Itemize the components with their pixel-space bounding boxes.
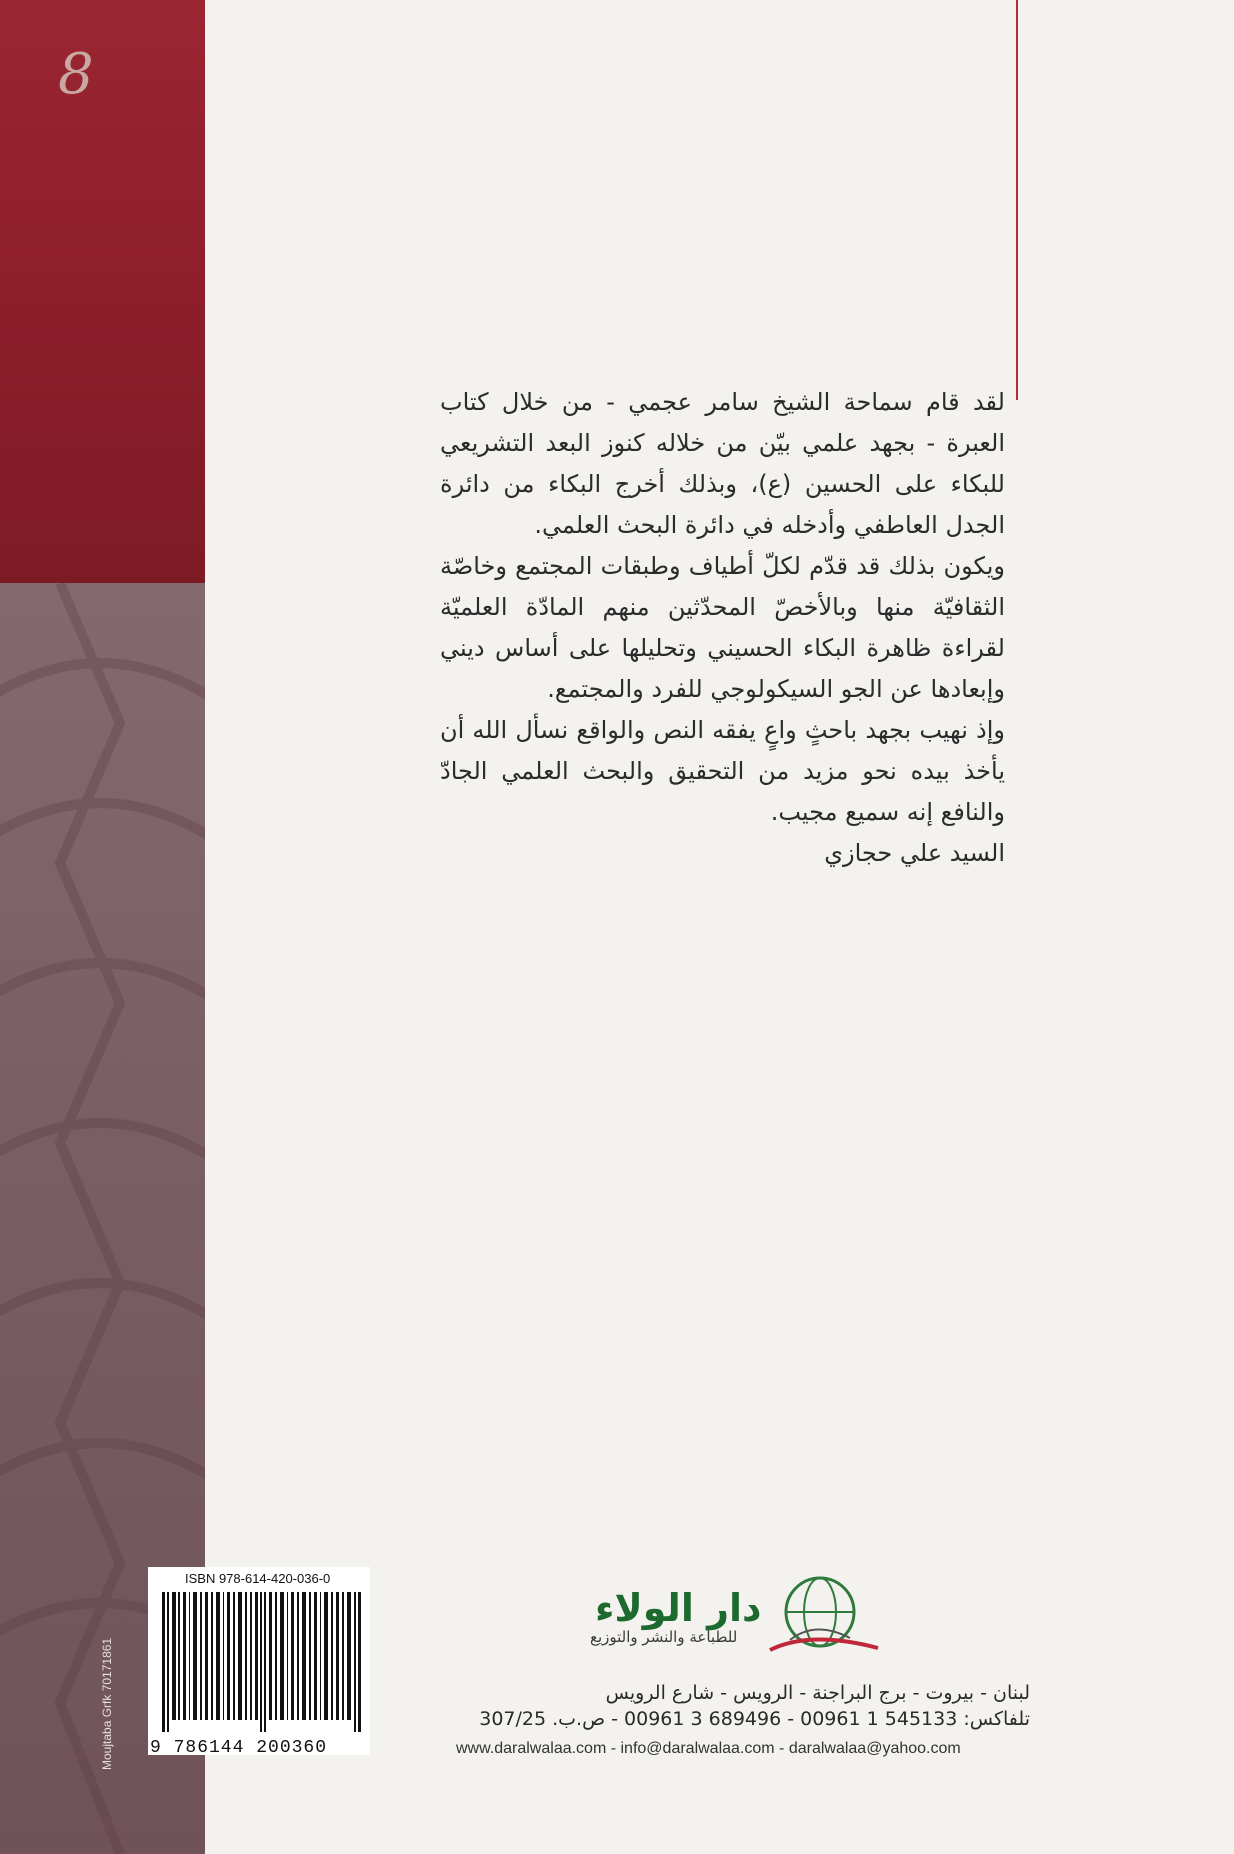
paragraph-1: لقد قام سماحة الشيخ سامر عجمي - من خلال كتاب العبرة - بجهد علمي بيّن من خلاله كنوز البعد التشريعي للبكاء على الحسين (ع)، وبذلك أخرج البكاء من دائرة الجدل العاطفي وأدخله في دائرة البحث العلمي.	[440, 388, 1005, 539]
spine-red-panel	[0, 0, 205, 583]
paragraph-3: وإذ نهيب بجهد باحثٍ واعٍ يفقه النص والواقع نسأل الله أن يأخذ بيده نحو مزيد من التحقيق والبحث العلمي الجادّ والنافع إنه سميع مجيب.	[440, 716, 1005, 826]
publisher-name: دار الولاء	[595, 1586, 762, 1630]
barcode	[162, 1592, 362, 1732]
handwritten-page-number: 8	[58, 42, 94, 107]
isbn-label: ISBN 978-614-420-036-0	[185, 1571, 331, 1586]
publisher-phones: تلفاكس: 545133 1 00961 - 689496 3 00961 - ص.ب. 307/25	[479, 1708, 1030, 1730]
designer-credit: Moujtaba Grfk 70171861	[100, 1637, 114, 1770]
publisher-address: لبنان - بيروت - برج البراجنة - الرويس - شارع الرويس	[605, 1682, 1030, 1704]
accent-line	[1016, 0, 1018, 400]
publisher-web-contacts: www.daralwalaa.com - info@daralwalaa.com - daralwalaa@yahoo.com	[456, 1740, 961, 1757]
back-cover-text	[440, 382, 1005, 874]
publisher-logo-globe-icon	[760, 1570, 880, 1660]
author-signature: السيد علي حجازي	[824, 839, 1005, 867]
barcode-digits: 9 786144 200360	[150, 1738, 328, 1758]
publisher-subtitle: للطباعة والنشر والتوزيع	[590, 1628, 738, 1646]
paragraph-2: ويكون بذلك قد قدّم لكلّ أطياف وطبقات المجتمع وخاصّة الثقافيّة منها وبالأخصّ المحدّثين منهم المادّة العلميّة لقراءة ظاهرة البكاء الحسيني وتحليلها على أساس ديني وإبعادها عن الجو السيكولوجي للفرد والمجتمع.	[440, 552, 1005, 703]
